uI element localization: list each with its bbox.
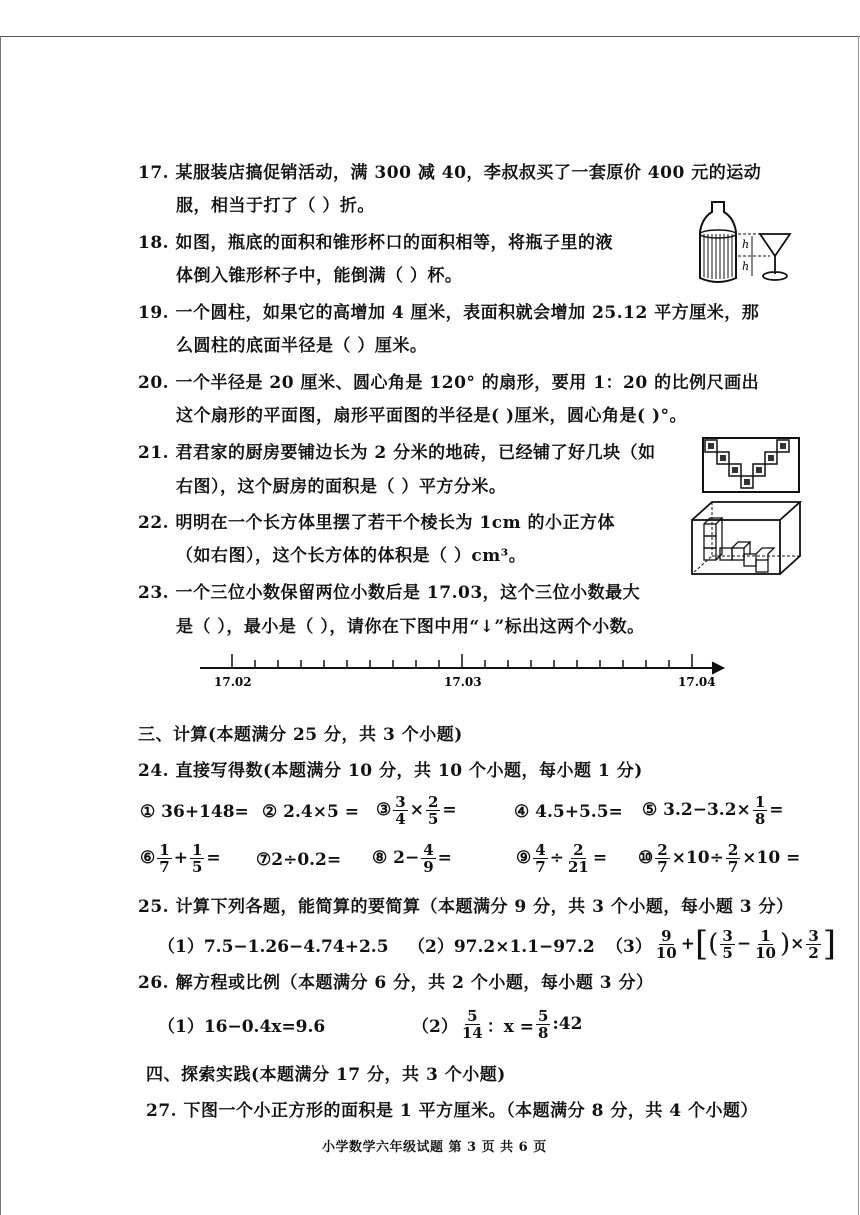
q24-item-10: ⑩ $\frac{2}{7}$ ×10 ÷ $\frac{2}{7}$ ×10 = (638, 840, 801, 876)
q20-line1: 20. 一个半径是 20 厘米、圆心角是 120° 的扇形，要用 1：20 的比例尺画出 (138, 373, 760, 393)
q24-item-2: ② 2.4×5 = (262, 802, 359, 822)
section-4-heading: 四、探索实践(本题满分 17 分，共 3 个小题) (146, 1065, 506, 1085)
q25-title: 25. 计算下列各题，能简算的要简算（本题满分 9 分，共 3 个小题，每小题 3 分） (138, 897, 794, 917)
q24-item-8: ⑧ 2− $\frac{4}{9}$ = (372, 840, 452, 876)
page-footer: 小学数学六年级试题 第 3 页 共 6 页 (322, 1140, 547, 1155)
number-line (200, 648, 730, 692)
h-label-bottom: h (742, 260, 750, 273)
q20-line2: 这个扇形的平面图，扇形平面图的半径是( )厘米，圆心角是( )°。 (176, 406, 688, 426)
tick-17-03: 17.03 (444, 675, 482, 689)
page-top-border (0, 36, 860, 37)
q24-item-1: ① 36+148= (140, 802, 249, 822)
q24-item-9: ⑨ $\frac{4}{7}$ ÷ $\frac{2}{21}$ = (516, 840, 608, 876)
q24-item-3: ③ $\frac{3}{4}$ × $\frac{2}{5}$ = (376, 792, 457, 828)
q25-part-2: （2）97.2×1.1−97.2 (408, 936, 595, 957)
q24-item-4: ④ 4.5+5.5= (514, 802, 623, 822)
q24-item-5: ⑤ 3.2−3.2× $\frac{1}{8}$ = (642, 792, 784, 828)
q26-part-1: （1）16−0.4x=9.6 (158, 1016, 326, 1037)
q23-line2: 是（ ），最小是（ ），请你在下图中用“↓”标出这两个小数。 (176, 617, 645, 637)
page-left-border (0, 36, 1, 1215)
section-3-heading: 三、计算(本题满分 25 分，共 3 个小题) (138, 725, 463, 745)
q24-item-6: ⑥ $\frac{1}{7}$ + $\frac{1}{5}$ = (140, 840, 221, 876)
q22-line2: （如右图），这个长方体的体积是（ ）cm³。 (176, 546, 527, 566)
q21-line1: 21. 君君家的厨房要铺边长为 2 分米的地砖，已经铺了好几块（如 (138, 443, 656, 463)
q19-line2: 么圆柱的底面半径是（ ）厘米。 (176, 336, 428, 356)
q26-part-2: （2） $\frac{5}{14}$ ：x = $\frac{5}{8}$ :42 (412, 1006, 583, 1042)
q21-line2: 右图），这个厨房的面积是（ ）平方分米。 (176, 477, 507, 497)
q22-line1: 22. 明明在一个长方体里摆了若干个棱长为 1cm 的小正方体 (138, 513, 615, 533)
q27-text: 27. 下图一个小正方形的面积是 1 平方厘米。（本题满分 8 分，共 4 个小题） (146, 1101, 758, 1121)
q25-part-1: （1）7.5−1.26−4.74+2.5 (158, 936, 389, 957)
q24-title: 24. 直接写得数(本题满分 10 分，共 10 个小题，每小题 1 分) (138, 761, 643, 781)
q17-line2: 服，相当于打了（ ）折。 (176, 196, 375, 216)
h-label-top: h (742, 238, 750, 251)
q26-title: 26. 解方程或比例（本题满分 6 分，共 2 个小题，每小题 3 分） (138, 973, 654, 993)
q25-part-3: （3） $\frac{9}{10}$ + [ ( $\frac{3}{5}$ − $\frac{1}{10}$ ) × $\frac{3}{2}$ ] (606, 924, 837, 964)
q17-line1: 17. 某服装店搞促销活动，满 300 减 40，李叔叔买了一套原价 400 元的运动 (138, 163, 762, 183)
bottle-and-cup-figure (694, 198, 804, 288)
tick-17-02: 17.02 (214, 675, 252, 689)
floor-tile-figure (702, 437, 800, 493)
q19-line1: 19. 一个圆柱，如果它的高增加 4 厘米，表面积就会增加 25.12 平方厘米，那 (138, 303, 760, 323)
q18-line1: 18. 如图，瓶底的面积和锥形杯口的面积相等，将瓶子里的液 (138, 233, 613, 253)
page-right-border (858, 36, 859, 1215)
q18-line2: 体倒入锥形杯子中，能倒满（ ）杯。 (176, 266, 463, 286)
cuboid-figure (690, 500, 802, 576)
q24-item-7: ⑦2÷0.2= (256, 850, 342, 870)
q23-line1: 23. 一个三位小数保留两位小数后是 17.03，这个三位小数最大 (138, 583, 641, 603)
tick-17-04: 17.04 (678, 675, 716, 689)
